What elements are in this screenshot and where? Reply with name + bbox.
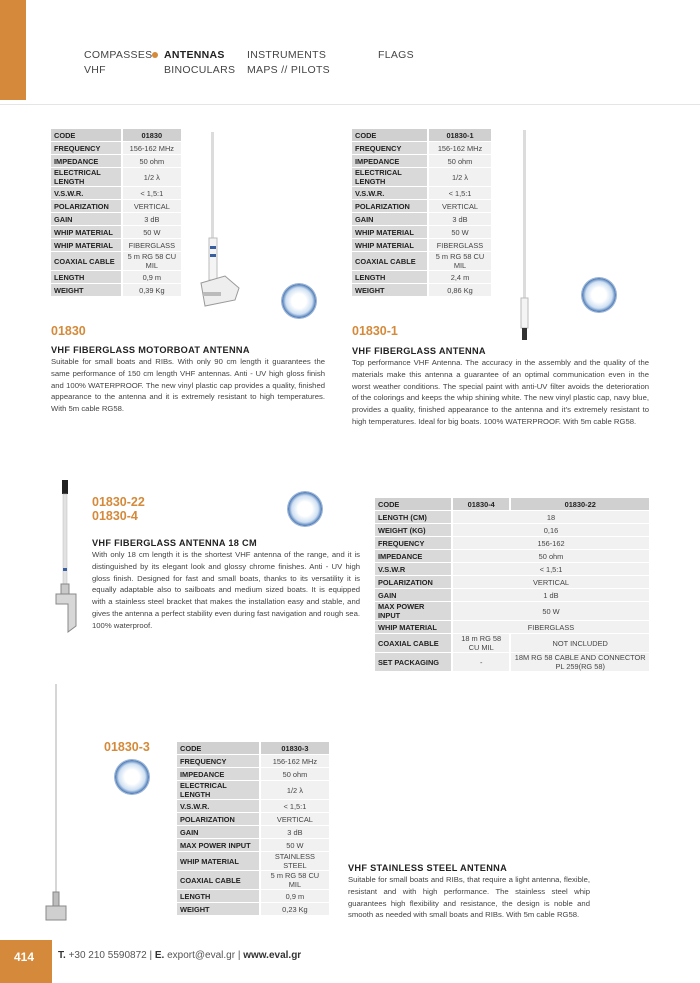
spec-label: WHIP MATERIAL	[51, 239, 121, 251]
spec-value: 5 m RG 58 CU MIL	[259, 871, 329, 889]
spec-table-01830-22	[375, 497, 649, 672]
header-divider	[0, 104, 700, 105]
table-row	[51, 271, 181, 283]
table-row	[352, 155, 491, 167]
spec-label: LENGTH (CM)	[375, 511, 451, 523]
table-row	[352, 252, 491, 270]
spec-value: FIBERGLASS	[451, 621, 649, 633]
spec-label: WEIGHT (KG)	[375, 524, 451, 536]
spec-value: VERTICAL	[121, 200, 181, 212]
spec-label: CODE	[51, 129, 121, 141]
nav-instruments[interactable]: INSTRUMENTS	[247, 49, 327, 61]
table-row	[177, 903, 329, 915]
spec-value: 1/2 λ	[427, 168, 491, 186]
spec-label: WHIP MATERIAL	[352, 226, 427, 238]
antenna-image-01830-1	[510, 128, 540, 343]
spec-label: LENGTH	[177, 890, 259, 902]
product-desc-01830-1: Top performance VHF Antenna. The accuracy in the assembly and the quality of the materials make this antenna a guarantee of an optimal communication even in the worst weather conditions. The special paint with anti-UV filter avoids the deterioration of the colorings and keeps the whip shining white. The new vinyl plastic cap, navy blue, provides a quality, finished appearance to the antenna and it's extremely resistant to high temperatures. Ideal for big boats. 100% WATERPROOF. With 5m cable RG58.	[352, 358, 649, 426]
spec-value: 1 dB	[451, 589, 649, 601]
spec-value: 156-162 MHz	[121, 142, 181, 154]
spec-label: V.S.W.R.	[177, 800, 259, 812]
spec-label: IMPEDANCE	[177, 768, 259, 780]
spec-value: 01830-4	[451, 498, 509, 510]
table-row	[51, 239, 181, 251]
spec-value: FIBERGLASS	[427, 239, 491, 251]
table-row	[352, 271, 491, 283]
spec-value: FIBERGLASS	[121, 239, 181, 251]
spec-label: COAXIAL CABLE	[51, 252, 121, 270]
table-row	[375, 576, 649, 588]
table-row	[352, 213, 491, 225]
spec-value: 18 m RG 58 CU MIL	[451, 634, 509, 652]
table-row	[352, 226, 491, 238]
table-row	[51, 168, 181, 186]
spec-value: 01830-3	[259, 742, 329, 754]
spec-label: POLARIZATION	[51, 200, 121, 212]
table-row	[177, 742, 329, 754]
spec-label: FREQUENCY	[177, 755, 259, 767]
table-row	[352, 142, 491, 154]
nav-antennas[interactable]: ANTENNAS	[164, 49, 225, 61]
table-row	[177, 852, 329, 870]
spec-value: 0,16	[451, 524, 649, 536]
product-title-01830-1: VHF FIBERGLASS ANTENNA	[352, 346, 486, 356]
table-row	[177, 826, 329, 838]
table-row	[51, 226, 181, 238]
active-nav-dot	[152, 52, 158, 58]
spec-label: CODE	[352, 129, 427, 141]
spec-label: GAIN	[375, 589, 451, 601]
product-title-01830-22: VHF FIBERGLASS ANTENNA 18 CM	[92, 538, 257, 548]
spec-label: GAIN	[177, 826, 259, 838]
spec-label: FREQUENCY	[51, 142, 121, 154]
spec-label: FREQUENCY	[375, 537, 451, 549]
spec-value: 50 W	[259, 839, 329, 851]
spec-value: 50 W	[451, 602, 649, 620]
certification-badge-icon	[288, 492, 322, 526]
spec-label: CODE	[375, 498, 451, 510]
nav-binoculars[interactable]: BINOCULARS	[164, 64, 236, 76]
spec-label: V.S.W.R.	[51, 187, 121, 199]
spec-label: COAXIAL CABLE	[352, 252, 427, 270]
table-row	[51, 213, 181, 225]
spec-label: V.S.W.R	[375, 563, 451, 575]
table-row	[375, 498, 649, 510]
product-title-01830: VHF FIBERGLASS MOTORBOAT ANTENNA	[51, 345, 250, 355]
nav-flags[interactable]: FLAGS	[378, 49, 414, 61]
spec-label: MAX POWER INPUT	[375, 602, 451, 620]
spec-table-01830-3	[177, 741, 329, 916]
spec-value: VERTICAL	[427, 200, 491, 212]
tel-number[interactable]: +30 210 5590872 |	[68, 950, 153, 961]
table-row	[51, 187, 181, 199]
product-desc-01830-3: Suitable for small boats and RIBs, that require a light antenna, flexible, resistant and with high performance. The stainless steel whip guarantees high flexibility and resistance, the design is noble and smooth as needed with small boats and RIBs. With 5m cable RG58.	[348, 875, 590, 920]
spec-value: 0,39 Kg	[121, 284, 181, 296]
spec-value: 156-162	[451, 537, 649, 549]
table-row	[352, 239, 491, 251]
table-row	[352, 168, 491, 186]
spec-value: 3 dB	[121, 213, 181, 225]
spec-label: ELECTRICAL LENGTH	[177, 781, 259, 799]
spec-label: GAIN	[51, 213, 121, 225]
table-row	[177, 813, 329, 825]
spec-label: WHIP MATERIAL	[375, 621, 451, 633]
spec-label: CODE	[177, 742, 259, 754]
spec-value: 3 dB	[259, 826, 329, 838]
product-desc-01830: Suitable for small boats and RIBs. With only 90 cm length it guarantees the same performance of 150 cm length VHF antennas. Anti - UV high gloss finish and 100% WATERPROOF. The new vinyl plastic cap provides a quality, finished appearance to the antenna and it is extremely resistant to high temperatures. With 5m cable RG58.	[51, 357, 325, 414]
spec-label: WHIP MATERIAL	[51, 226, 121, 238]
spec-value: VERTICAL	[259, 813, 329, 825]
table-row	[177, 839, 329, 851]
spec-value: -	[451, 653, 509, 671]
spec-value: < 1,5:1	[451, 563, 649, 575]
spec-value: 50 ohm	[451, 550, 649, 562]
spec-value: 18	[451, 511, 649, 523]
table-row	[177, 755, 329, 767]
spec-value: VERTICAL	[451, 576, 649, 588]
spec-label: IMPEDANCE	[51, 155, 121, 167]
product-code-01830-3: 01830-3	[104, 740, 150, 754]
spec-value: < 1,5:1	[427, 187, 491, 199]
spec-label: WEIGHT	[352, 284, 427, 296]
spec-value: 01830-22	[509, 498, 649, 510]
spec-label: WHIP MATERIAL	[352, 239, 427, 251]
table-row	[375, 524, 649, 536]
table-row	[375, 634, 649, 652]
spec-value: 3 dB	[427, 213, 491, 225]
spec-value: 0,86 Kg	[427, 284, 491, 296]
table-row	[177, 800, 329, 812]
spec-value: 50 ohm	[121, 155, 181, 167]
spec-label: ELECTRICAL LENGTH	[352, 168, 427, 186]
spec-table-01830-1	[352, 128, 491, 297]
spec-label: WEIGHT	[51, 284, 121, 296]
certification-badge-icon	[115, 760, 149, 794]
table-row	[51, 155, 181, 167]
email-label: E.	[154, 950, 165, 961]
table-row	[51, 284, 181, 296]
spec-label: V.S.W.R.	[352, 187, 427, 199]
spec-value: 50 ohm	[259, 768, 329, 780]
spec-label: WEIGHT	[177, 903, 259, 915]
product-title-01830-3: VHF STAINLESS STEEL ANTENNA	[348, 863, 508, 873]
table-row	[375, 602, 649, 620]
table-row	[375, 537, 649, 549]
table-row	[352, 129, 491, 141]
antenna-image-01830-3	[38, 682, 74, 934]
table-row	[352, 200, 491, 212]
spec-label: LENGTH	[352, 271, 427, 283]
spec-value: 18M RG 58 CABLE AND CONNECTOR PL 259(RG 58)	[509, 653, 649, 671]
spec-label: SET PACKAGING	[375, 653, 451, 671]
table-row	[177, 781, 329, 799]
orange-accent-bar	[0, 0, 26, 100]
antenna-image-01830-22	[46, 476, 86, 636]
table-row	[51, 200, 181, 212]
spec-value: 01830-1	[427, 129, 491, 141]
spec-value: 1/2 λ	[259, 781, 329, 799]
spec-value: 01830	[121, 129, 181, 141]
nav-vhf[interactable]: VHF	[84, 64, 106, 76]
table-row	[177, 768, 329, 780]
spec-label: FREQUENCY	[352, 142, 427, 154]
spec-label: MAX POWER INPUT	[177, 839, 259, 851]
spec-label: IMPEDANCE	[352, 155, 427, 167]
footer-contact	[58, 950, 301, 961]
spec-value: 156-162 MHz	[259, 755, 329, 767]
spec-label: IMPEDANCE	[375, 550, 451, 562]
product-code-01830: 01830	[51, 324, 86, 338]
table-row	[375, 621, 649, 633]
antenna-image-01830	[195, 128, 265, 328]
spec-value: 50 W	[427, 226, 491, 238]
spec-value: 50 W	[121, 226, 181, 238]
spec-value: 5 m RG 58 CU MIL	[427, 252, 491, 270]
table-row	[177, 871, 329, 889]
table-row	[375, 653, 649, 671]
spec-value: 5 m RG 58 CU MIL	[121, 252, 181, 270]
spec-value: 0,9 m	[121, 271, 181, 283]
table-row	[51, 142, 181, 154]
table-row	[51, 252, 181, 270]
spec-label: GAIN	[352, 213, 427, 225]
spec-value: < 1,5:1	[121, 187, 181, 199]
spec-label: COAXIAL CABLE	[177, 871, 259, 889]
email-address[interactable]: export@eval.gr |	[167, 950, 241, 961]
spec-value: STAINLESS STEEL	[259, 852, 329, 870]
spec-label: LENGTH	[51, 271, 121, 283]
table-row	[352, 187, 491, 199]
page-number: 414	[14, 950, 35, 964]
table-row	[51, 129, 181, 141]
spec-value: 0,9 m	[259, 890, 329, 902]
spec-value: NOT INCLUDED	[509, 634, 649, 652]
spec-label: POLARIZATION	[375, 576, 451, 588]
table-row	[375, 550, 649, 562]
spec-label: POLARIZATION	[352, 200, 427, 212]
spec-value: 2,4 m	[427, 271, 491, 283]
spec-value: < 1,5:1	[259, 800, 329, 812]
product-desc-01830-22: With only 18 cm length it is the shortest VHF antenna of the range, and it is distinguished by its elegant look and glossy chrome finishes. Anti - UV high gloss finish. Designed for fast and small boats, thanks to its versatility it is equally adaptable also to sailboats and medium sized boats. It is equipped with a stainless steel bracket that makes the installation easy and stable, and gives the antenna a perfect stability even during fast navigation and rough sea. 100% waterproof.	[92, 550, 360, 630]
spec-value: 0,23 Kg	[259, 903, 329, 915]
spec-label: WHIP MATERIAL	[177, 852, 259, 870]
nav-maps-pilots[interactable]: MAPS // PILOTS	[247, 64, 330, 76]
table-row	[375, 511, 649, 523]
nav-compasses[interactable]: COMPASSES	[84, 49, 153, 61]
product-code-01830-22: 01830-22	[92, 495, 145, 509]
tel-label: T.	[58, 950, 66, 961]
spec-label: ELECTRICAL LENGTH	[51, 168, 121, 186]
table-row	[375, 589, 649, 601]
spec-value: 1/2 λ	[121, 168, 181, 186]
product-code-01830-4: 01830-4	[92, 509, 138, 523]
spec-value: 156-162 MHz	[427, 142, 491, 154]
spec-value: 50 ohm	[427, 155, 491, 167]
spec-label: COAXIAL CABLE	[375, 634, 451, 652]
certification-badge-icon	[582, 278, 616, 312]
table-row	[375, 563, 649, 575]
product-code-01830-1: 01830-1	[352, 324, 398, 338]
table-row	[177, 890, 329, 902]
website-link[interactable]: www.eval.gr	[243, 950, 302, 961]
spec-table-01830	[51, 128, 181, 297]
table-row	[352, 284, 491, 296]
certification-badge-icon	[282, 284, 316, 318]
spec-label: POLARIZATION	[177, 813, 259, 825]
